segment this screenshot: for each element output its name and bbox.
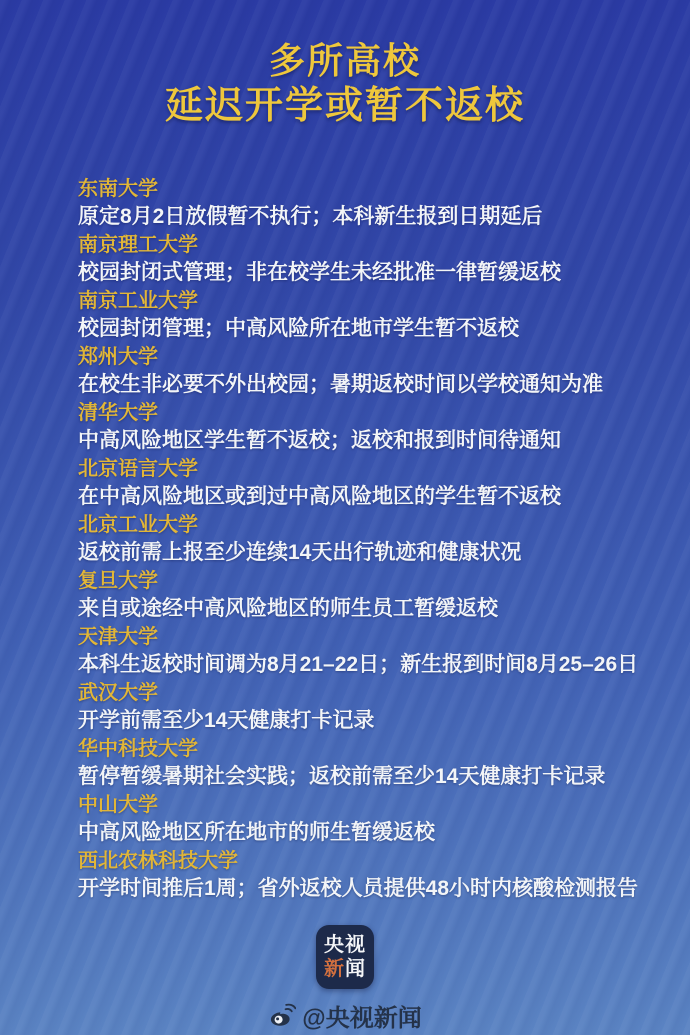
- university-policy: 本科生返校时间调为8月21–22日；新生报到时间8月25–26日: [78, 653, 639, 676]
- weibo-credit: [0, 998, 690, 1033]
- cctv-news-logo-bottom-first-char: 新: [324, 957, 345, 980]
- university-policy: 来自或途经中高风险地区的师生员工暂缓返校: [78, 597, 498, 620]
- university-name: 华中科技大学: [78, 738, 198, 760]
- university-list: [78, 176, 654, 904]
- university-name: 北京语言大学: [78, 458, 198, 480]
- university-policy: 校园封闭式管理；非在校学生未经批准一律暂缓返校: [78, 261, 561, 284]
- university-policy: 中高风险地区学生暂不返校；返校和报到时间待通知: [78, 429, 561, 452]
- university-item: [78, 680, 654, 734]
- university-item: [78, 792, 654, 846]
- university-name: 清华大学: [78, 402, 158, 424]
- university-name: 南京工业大学: [78, 290, 198, 312]
- university-policy: 中高风险地区所在地市的师生暂缓返校: [78, 821, 435, 844]
- page-title: [0, 40, 690, 128]
- university-policy: 返校前需上报至少连续14天出行轨迹和健康状况: [78, 541, 522, 564]
- university-item: [78, 232, 654, 286]
- university-item: [78, 400, 654, 454]
- university-item: [78, 624, 654, 678]
- university-name: 东南大学: [78, 178, 158, 200]
- university-item: [78, 176, 654, 230]
- university-policy: 校园封闭管理；中高风险所在地市学生暂不返校: [78, 317, 519, 340]
- university-name: 复旦大学: [78, 570, 158, 592]
- page-title-line2: 延迟开学或暂不返校: [164, 85, 525, 127]
- university-policy: 开学前需至少14天健康打卡记录: [78, 709, 375, 732]
- university-name: 郑州大学: [78, 346, 158, 368]
- cctv-news-logo: [316, 925, 374, 989]
- university-policy: 原定8月2日放假暂不执行；本科新生报到日期延后: [78, 205, 543, 228]
- cctv-news-logo-bottom-second-char: 闻: [345, 957, 366, 980]
- university-policy: 开学时间推后1周；省外返校人员提供48小时内核酸检测报告: [78, 877, 639, 900]
- university-name: 武汉大学: [78, 682, 158, 704]
- cctv-news-logo-bottom-text: [324, 958, 366, 981]
- university-name: 北京工业大学: [78, 514, 198, 536]
- university-item: [78, 568, 654, 622]
- university-policy: 在中高风险地区或到过中高风险地区的学生暂不返校: [78, 485, 561, 508]
- university-policy: 暂停暂缓暑期社会实践；返校前需至少14天健康打卡记录: [78, 765, 606, 788]
- weibo-icon: [268, 1003, 296, 1029]
- university-item: [78, 288, 654, 342]
- university-item: [78, 848, 654, 902]
- university-policy: 在校生非必要不外出校园；暑期返校时间以学校通知为准: [78, 373, 603, 396]
- university-item: [78, 736, 654, 790]
- university-name: 西北农林科技大学: [78, 850, 238, 872]
- university-item: [78, 456, 654, 510]
- university-name: 南京理工大学: [78, 234, 198, 256]
- cctv-news-logo-top-text: 央视: [324, 933, 366, 956]
- university-name: 中山大学: [78, 794, 158, 816]
- university-item: [78, 512, 654, 566]
- page-title-line1: 多所高校: [268, 40, 421, 81]
- weibo-handle: @央视新闻: [302, 1005, 422, 1032]
- university-item: [78, 344, 654, 398]
- university-name: 天津大学: [78, 626, 158, 648]
